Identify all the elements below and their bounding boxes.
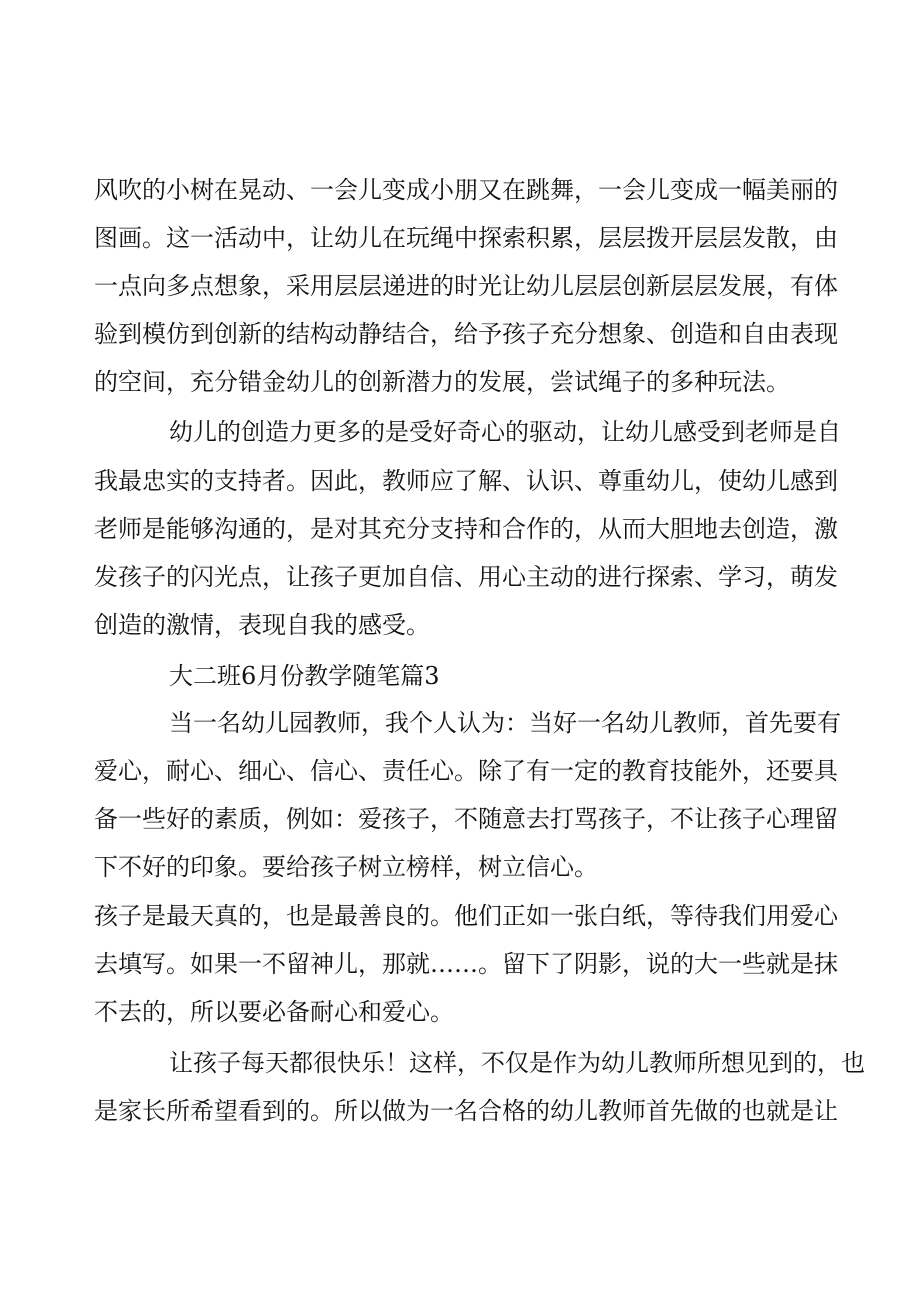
text-line: 的空间，充分错金幼儿的创新潜力的发展，尝试绳子的多种玩法。 xyxy=(94,368,790,396)
text-line: 让孩子每天都很快乐！这样，不仅是作为幼儿教师所想见到的，也 xyxy=(169,1049,865,1077)
section-heading: 大二班6月份教学随笔篇3 xyxy=(169,662,440,690)
text-line: 备一些好的素质，例如：爱孩子，不随意去打骂孩子，不让孩子心理留 xyxy=(94,805,838,833)
text-line: 验到模仿到创新的结构动静结合，给予孩子充分想象、创造和自由表现 xyxy=(94,320,838,348)
text-line: 去填写。如果一不留神儿，那就……。留下了阴影，说的大一些就是抹 xyxy=(94,950,838,978)
text-line: 下不好的印象。要给孩子树立榜样，树立信心。 xyxy=(94,853,598,881)
text-line: 孩子是最天真的，也是最善良的。他们正如一张白纸，等待我们用爱心 xyxy=(94,902,838,930)
text-line: 幼儿的创造力更多的是受好奇心的驱动，让幼儿感受到老师是自 xyxy=(169,418,841,446)
text-line: 不去的，所以要必备耐心和爱心。 xyxy=(94,998,454,1026)
text-line: 创造的激情，表现自我的感受。 xyxy=(94,611,430,639)
text-line: 当一名幼儿园教师，我个人认为：当好一名幼儿教师，首先要有 xyxy=(169,709,841,737)
text-line: 发孩子的闪光点，让孩子更加自信、用心主动的进行探索、学习，萌发 xyxy=(94,563,838,591)
text-line: 风吹的小树在晃动、一会儿变成小朋又在跳舞，一会儿变成一幅美丽的 xyxy=(94,176,838,204)
text-line: 爱心，耐心、细心、信心、责任心。除了有一定的教育技能外，还要具 xyxy=(94,757,838,785)
text-line: 是家长所希望看到的。所以做为一名合格的幼儿教师首先做的也就是让 xyxy=(94,1097,838,1125)
text-line: 图画。这一活动中，让幼儿在玩绳中探索积累，层层拨开层层发散，由 xyxy=(94,224,838,252)
text-line: 我最忠实的支持者。因此，教师应了解、认识、尊重幼儿，使幼儿感到 xyxy=(94,467,838,495)
text-line: 一点向多点想象，采用层层递进的时光让幼儿层层创新层层发展，有体 xyxy=(94,272,838,300)
text-line: 老师是能够沟通的，是对其充分支持和合作的，从而大胆地去创造，激 xyxy=(94,515,838,543)
